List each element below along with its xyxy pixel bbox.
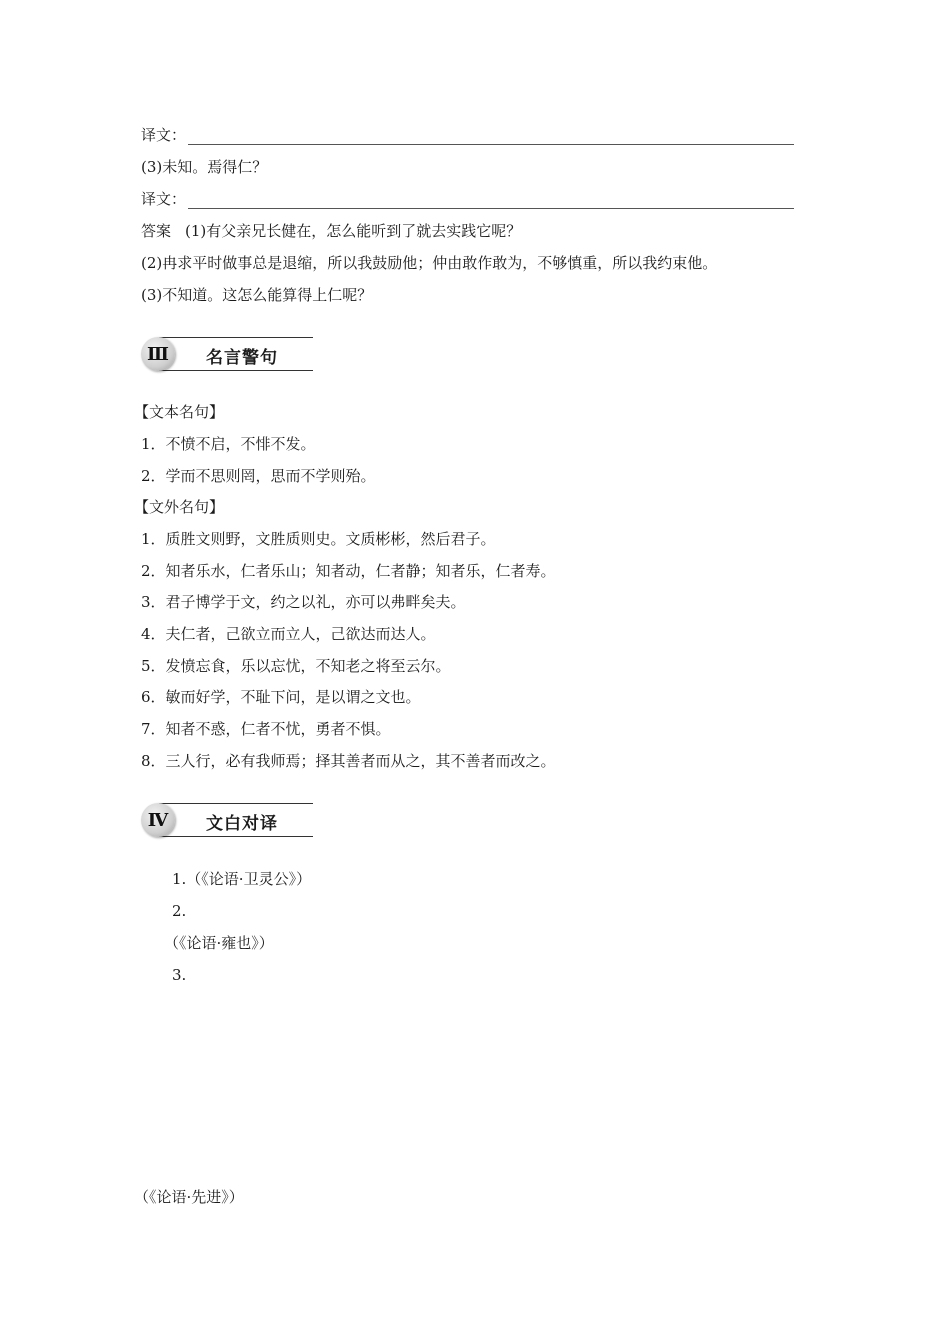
answer-line-1 [141, 221, 521, 241]
question-3: (3)未知。焉得仁？ [141, 158, 268, 176]
translation-label: 译文： [141, 190, 187, 208]
translation-blank-row-2 [141, 189, 794, 209]
section-number-badge: Ⅳ [141, 803, 175, 837]
answer-line-3: (3)不知道。这怎么能算得上仁呢？ [141, 286, 373, 304]
section-title: 文白对译 [206, 814, 278, 834]
outer-quote-5: 5．发愤忘食，乐以忘忧，不知老之将至云尔。 [141, 657, 451, 675]
section-title: 名言警句 [206, 348, 278, 368]
outer-quote-1: 1．质胜文则野，文胜质则史。文质彬彬，然后君子。 [141, 530, 496, 548]
answer-text-1: (1)有父亲兄长健在，怎么能听到了就去实践它呢？ [185, 222, 522, 240]
outer-quote-3: 3．君子博学于文，约之以礼，亦可以弗畔矣夫。 [141, 593, 466, 611]
outer-quote-8: 8．三人行，必有我师焉；择其善者而从之，其不善者而改之。 [141, 752, 556, 770]
outer-quote-6: 6．敏而好学，不耻下问，是以谓之文也。 [141, 688, 421, 706]
answer-tag: 答案 [141, 222, 172, 240]
outer-quote-2: 2．知者乐水，仁者乐山；知者动，仁者静；知者乐，仁者寿。 [141, 562, 556, 580]
translation-item-2: 2. [172, 902, 187, 920]
text-quote-1: 1．不愤不启，不悱不发。 [141, 435, 316, 453]
translation-item-1: 1.（《论语·卫灵公》） [172, 870, 312, 888]
translation-answer-line[interactable] [188, 132, 794, 145]
translation-answer-line[interactable] [188, 196, 794, 209]
section-heading-famous-quotes [141, 337, 316, 371]
heading-rule-top [159, 337, 313, 338]
translation-source-3: （《论语·先进》） [134, 1188, 244, 1206]
translation-item-3: 3. [172, 966, 187, 984]
answer-line-2: (2)冉求平时做事总是退缩，所以我鼓励他；仲由敢作敢为，不够慎重，所以我约束他。 [141, 254, 718, 272]
heading-rule-bottom [159, 836, 313, 837]
outer-quote-4: 4．夫仁者，己欲立而立人，己欲达而达人。 [141, 625, 436, 643]
translation-label: 译文： [141, 126, 187, 144]
translation-blank-row-1 [141, 125, 794, 145]
text-quote-2: 2．学而不思则罔，思而不学则殆。 [141, 467, 376, 485]
text-quotes-label: 【文本名句】 [134, 403, 225, 421]
outer-quote-7: 7．知者不惑，仁者不忧，勇者不惧。 [141, 720, 391, 738]
heading-rule-top [159, 803, 313, 804]
translation-source-2: （《论语·雍也》） [164, 934, 274, 952]
section-number-badge: Ⅲ [141, 337, 175, 371]
outer-quotes-label: 【文外名句】 [134, 498, 225, 516]
section-heading-classical-translation [141, 803, 316, 837]
heading-rule-bottom [159, 370, 313, 371]
